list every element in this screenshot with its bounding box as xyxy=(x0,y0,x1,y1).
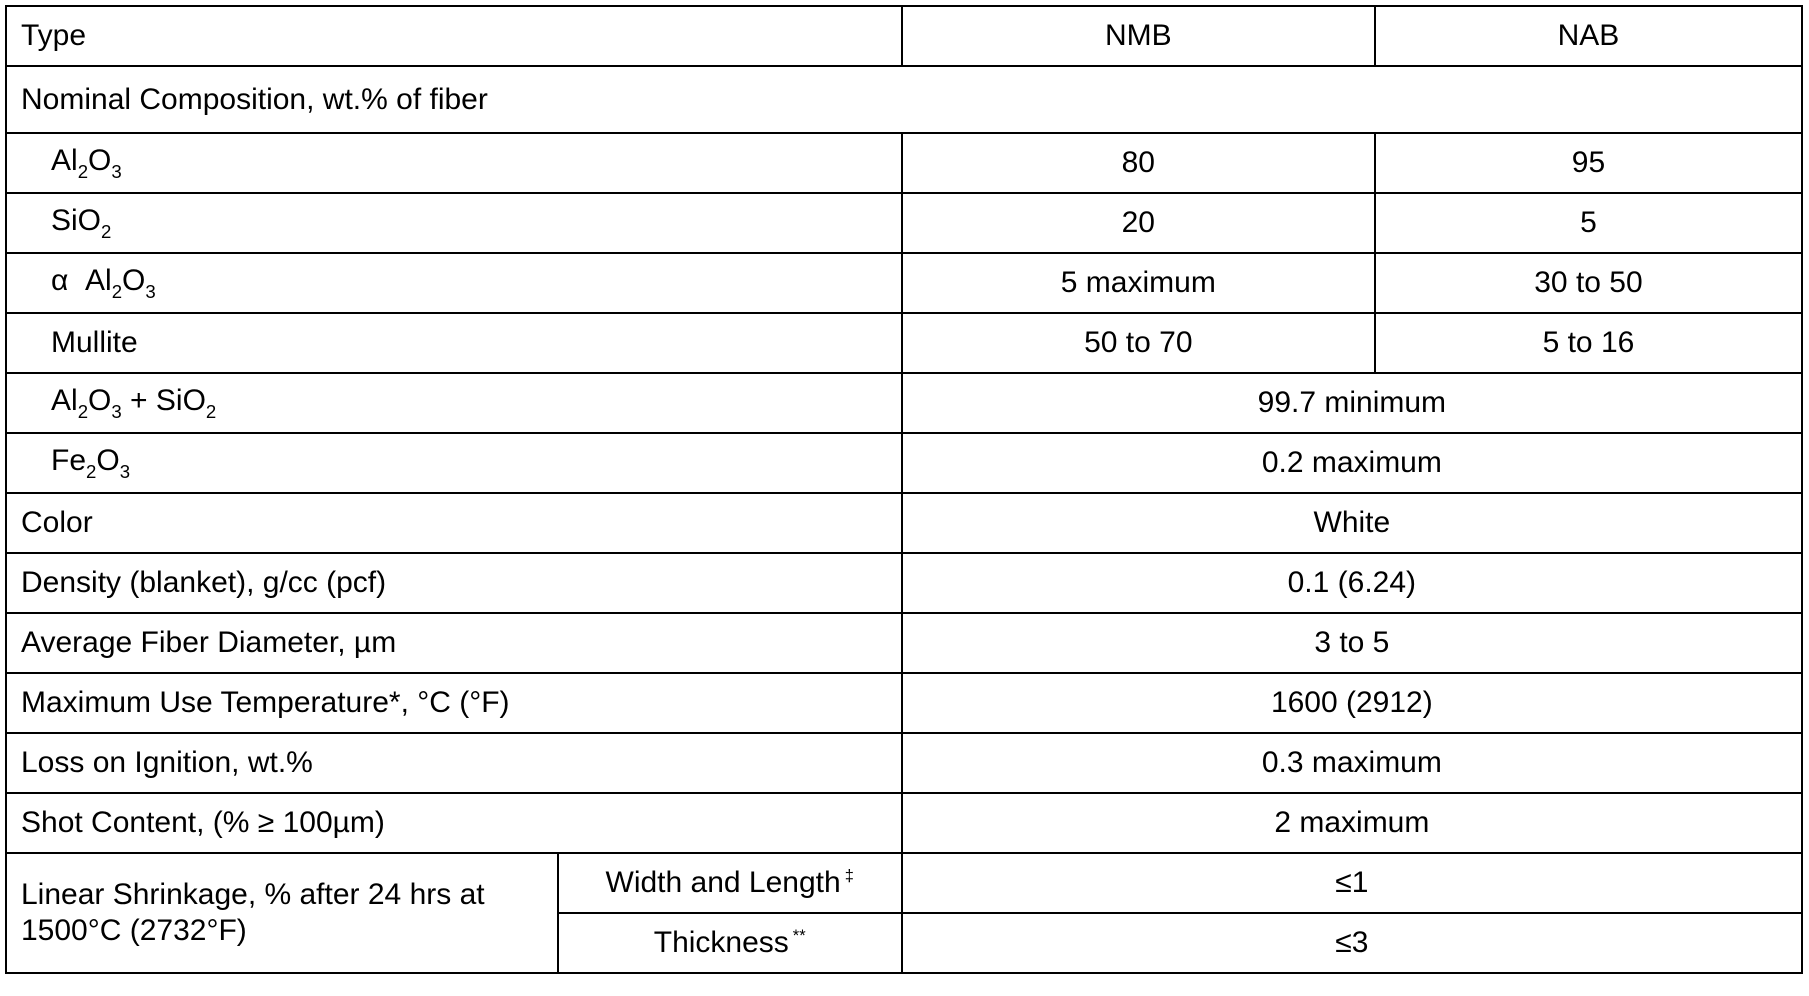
spec-table xyxy=(5,5,1803,974)
row-loi xyxy=(6,733,1802,793)
header-nab: NAB xyxy=(1375,6,1802,66)
value-mullite-nmb: 50 to 70 xyxy=(902,313,1375,373)
row-fe2o3 xyxy=(6,433,1802,493)
value-shrinkage-thickness: ≤3 xyxy=(902,913,1802,973)
value-al2o3-nmb: 80 xyxy=(902,133,1375,193)
value-density: 0.1 (6.24) xyxy=(902,553,1802,613)
row-al2o3-sio2 xyxy=(6,373,1802,433)
row-mullite xyxy=(6,313,1802,373)
row-density xyxy=(6,553,1802,613)
value-fe2o3: 0.2 maximum xyxy=(902,433,1802,493)
label-fe2o3: $Fe_2O_3$ xyxy=(6,433,902,493)
double-dagger-mark: ‡ xyxy=(844,867,854,886)
row-sio2 xyxy=(6,193,1802,253)
section-row-composition xyxy=(6,66,1802,133)
section-composition-label: Nominal Composition, wt.% of fiber xyxy=(6,66,1802,133)
value-alpha-nmb: 5 maximum xyxy=(902,253,1375,313)
label-al2o3: $Al_2O_3$ xyxy=(6,133,902,193)
label-alpha-al2o3: α $Al_2O_3$ xyxy=(6,253,902,313)
label-loi: Loss on Ignition, wt.% xyxy=(6,733,902,793)
label-color: Color xyxy=(6,493,902,553)
label-max-temp: Maximum Use Temperature*, °C (°F) xyxy=(6,673,902,733)
row-max-temp xyxy=(6,673,1802,733)
double-asterisk-mark: ** xyxy=(792,927,806,946)
label-thickness: Thickness ** xyxy=(558,913,902,973)
header-type: Type xyxy=(6,6,902,66)
row-shot xyxy=(6,793,1802,853)
label-shot: Shot Content, (% ≥ 100µm) xyxy=(6,793,902,853)
row-alpha-al2o3 xyxy=(6,253,1802,313)
label-width-length: Width and Length ‡ xyxy=(558,853,902,913)
value-al2o3-nab: 95 xyxy=(1375,133,1802,193)
row-color xyxy=(6,493,1802,553)
value-sio2-nmb: 20 xyxy=(902,193,1375,253)
label-density: Density (blanket), g/cc (pcf) xyxy=(6,553,902,613)
value-sio2-nab: 5 xyxy=(1375,193,1802,253)
value-max-temp: 1600 (2912) xyxy=(902,673,1802,733)
row-shrinkage-width xyxy=(6,853,1802,913)
label-shrinkage: Linear Shrinkage, % after 24 hrs at 1500°C (2732°F) xyxy=(6,853,558,973)
value-mullite-nab: 5 to 16 xyxy=(1375,313,1802,373)
value-al2o3-sio2: 99.7 minimum xyxy=(902,373,1802,433)
value-diameter: 3 to 5 xyxy=(902,613,1802,673)
value-loi: 0.3 maximum xyxy=(902,733,1802,793)
value-color: White xyxy=(902,493,1802,553)
label-al2o3-sio2: $Al_2O_3 + SiO_2$ xyxy=(6,373,902,433)
value-alpha-nab: 30 to 50 xyxy=(1375,253,1802,313)
label-diameter: Average Fiber Diameter, µm xyxy=(6,613,902,673)
value-shrinkage-width: ≤1 xyxy=(902,853,1802,913)
header-row xyxy=(6,6,1802,66)
label-sio2: SiO$_2$ xyxy=(6,193,902,253)
label-mullite: Mullite xyxy=(6,313,902,373)
row-al2o3 xyxy=(6,133,1802,193)
row-diameter xyxy=(6,613,1802,673)
header-nmb: NMB xyxy=(902,6,1375,66)
value-shot: 2 maximum xyxy=(902,793,1802,853)
